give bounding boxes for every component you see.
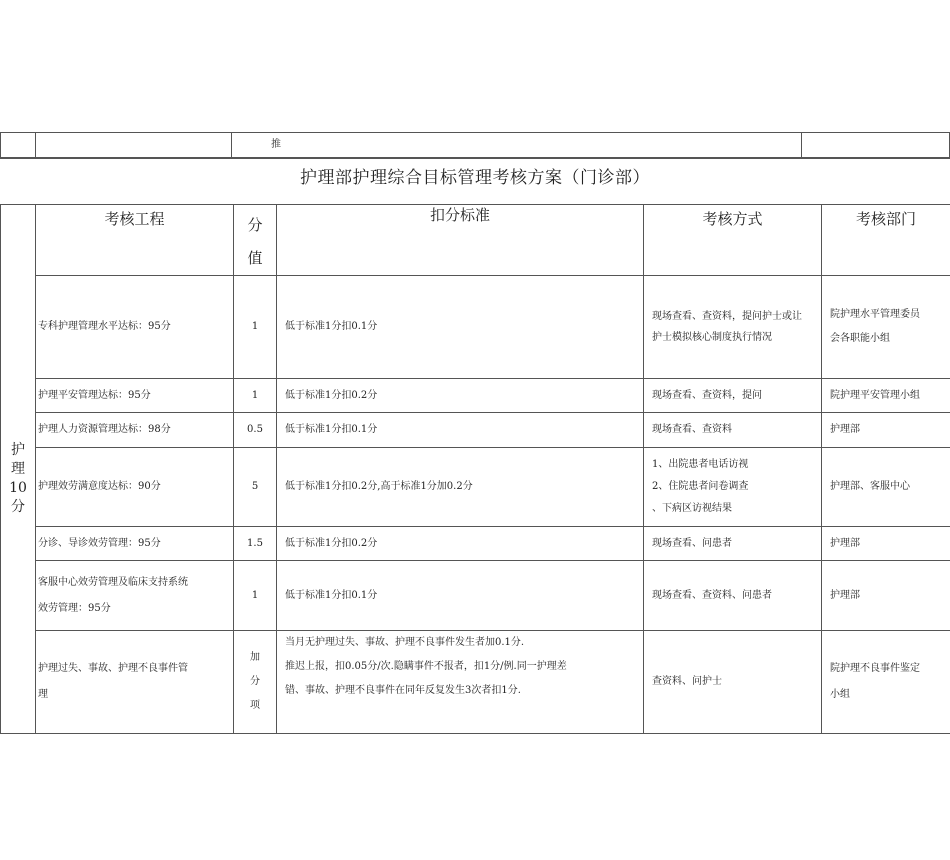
table-row [1, 379, 950, 413]
row-method [644, 276, 822, 379]
dept-line: 小组 [830, 689, 850, 700]
fragment-cell [35, 132, 232, 158]
header-score [234, 205, 277, 276]
header-standard: 扣分标准 [277, 205, 644, 276]
score-line: 分 [250, 676, 260, 687]
side-char: 10 [9, 480, 27, 496]
score-line: 项 [250, 700, 260, 711]
header-dept: 考核部门 [822, 205, 950, 276]
score-line: 加 [250, 652, 260, 663]
dept-line: 会各职能小组 [830, 333, 890, 344]
row-item: 专科护理管理水平达标：95分 [36, 276, 234, 379]
row-score: 1 [234, 379, 277, 413]
method-line: 、下病区访视结果 [652, 503, 732, 514]
standard-line: 推迟上报，扣0.05分/次.隐瞒事件不报者，扣1分/例.同一护理差 [285, 661, 567, 672]
header-score-2: 值 [247, 249, 263, 267]
method-line: 护士模拟核心制度执行情况 [652, 332, 772, 343]
method-line: 2、住院患者问卷调查 [652, 481, 749, 492]
row-method: 现场查看、查资料 [644, 413, 822, 448]
fragment-cell [231, 132, 802, 158]
document-title: 护理部护理综合目标管理考核方案（门诊部） [300, 168, 650, 188]
fragment-text: 推 [271, 139, 281, 150]
row-dept [822, 276, 950, 379]
row-score [234, 631, 277, 734]
standard-line: 当月无护理过失、事故、护理不良事件发生者加0.1分. [285, 637, 525, 648]
row-standard: 低于标准1分扣0.1分 [277, 413, 644, 448]
side-category-label [1, 205, 36, 734]
header-score-1: 分 [247, 216, 263, 234]
side-char: 理 [11, 461, 25, 478]
fragment-cell [801, 132, 950, 158]
top-fragment-row [0, 132, 950, 158]
row-standard: 低于标准1分扣0.2分,高于标准1分加0.2分 [277, 448, 644, 527]
dept-line: 院护理不良事件鉴定 [830, 663, 920, 674]
row-item: 分诊、导诊效劳管理：95分 [36, 527, 234, 561]
row-method [644, 448, 822, 527]
assessment-table [0, 204, 950, 734]
method-line: 1、出院患者电话访视 [652, 459, 749, 470]
row-standard: 低于标准1分扣0.1分 [277, 276, 644, 379]
row-item: 护理平安管理达标：95分 [36, 379, 234, 413]
row-dept: 院护理平安管理小组 [822, 379, 950, 413]
row-method: 现场查看、查资料，提问 [644, 379, 822, 413]
row-standard: 低于标准1分扣0.2分 [277, 527, 644, 561]
row-item: 护理人力资源管理达标：98分 [36, 413, 234, 448]
row-score: 1 [234, 561, 277, 631]
table-header-row [1, 205, 950, 276]
row-standard: 低于标准1分扣0.1分 [277, 561, 644, 631]
method-line: 现场查看、查资料，提问护士或让 [652, 310, 802, 322]
table-row [1, 631, 950, 734]
row-method: 现场查看、查资料、问患者 [644, 561, 822, 631]
row-item [36, 561, 234, 631]
row-score: 1.5 [234, 527, 277, 561]
row-dept: 护理部 [822, 413, 950, 448]
row-standard: 低于标准1分扣0.2分 [277, 379, 644, 413]
row-dept: 护理部、客服中心 [822, 448, 950, 527]
row-dept [822, 631, 950, 734]
row-score: 0.5 [234, 413, 277, 448]
side-char: 护 [11, 442, 25, 459]
item-line: 理 [38, 689, 48, 700]
row-method: 现场查看、问患者 [644, 527, 822, 561]
header-method: 考核方式 [644, 205, 822, 276]
table-row [1, 527, 950, 561]
row-dept: 护理部 [822, 527, 950, 561]
row-score: 1 [234, 276, 277, 379]
row-item [36, 631, 234, 734]
row-item: 护理效劳满意度达标：90分 [36, 448, 234, 527]
fragment-cell [0, 132, 36, 158]
table-row [1, 561, 950, 631]
table-row [1, 276, 950, 379]
header-item: 考核工程 [36, 205, 234, 276]
side-char: 分 [11, 498, 25, 515]
row-dept: 护理部 [822, 561, 950, 631]
table-row [1, 413, 950, 448]
title-divider [0, 158, 950, 159]
item-line: 效劳管理：95分 [38, 602, 111, 614]
table-row [1, 448, 950, 527]
row-standard [277, 631, 644, 734]
item-line: 护理过失、事故、护理不良事件管 [38, 663, 188, 674]
item-line: 客服中心效劳管理及临床支持系统 [38, 576, 188, 588]
dept-line: 院护理水平管理委员 [830, 309, 920, 320]
standard-line: 错、事故、护理不良事件在同年反复发生3次者扣1分. [285, 685, 521, 696]
row-score: 5 [234, 448, 277, 527]
row-method: 查资料、问护士 [644, 631, 822, 734]
